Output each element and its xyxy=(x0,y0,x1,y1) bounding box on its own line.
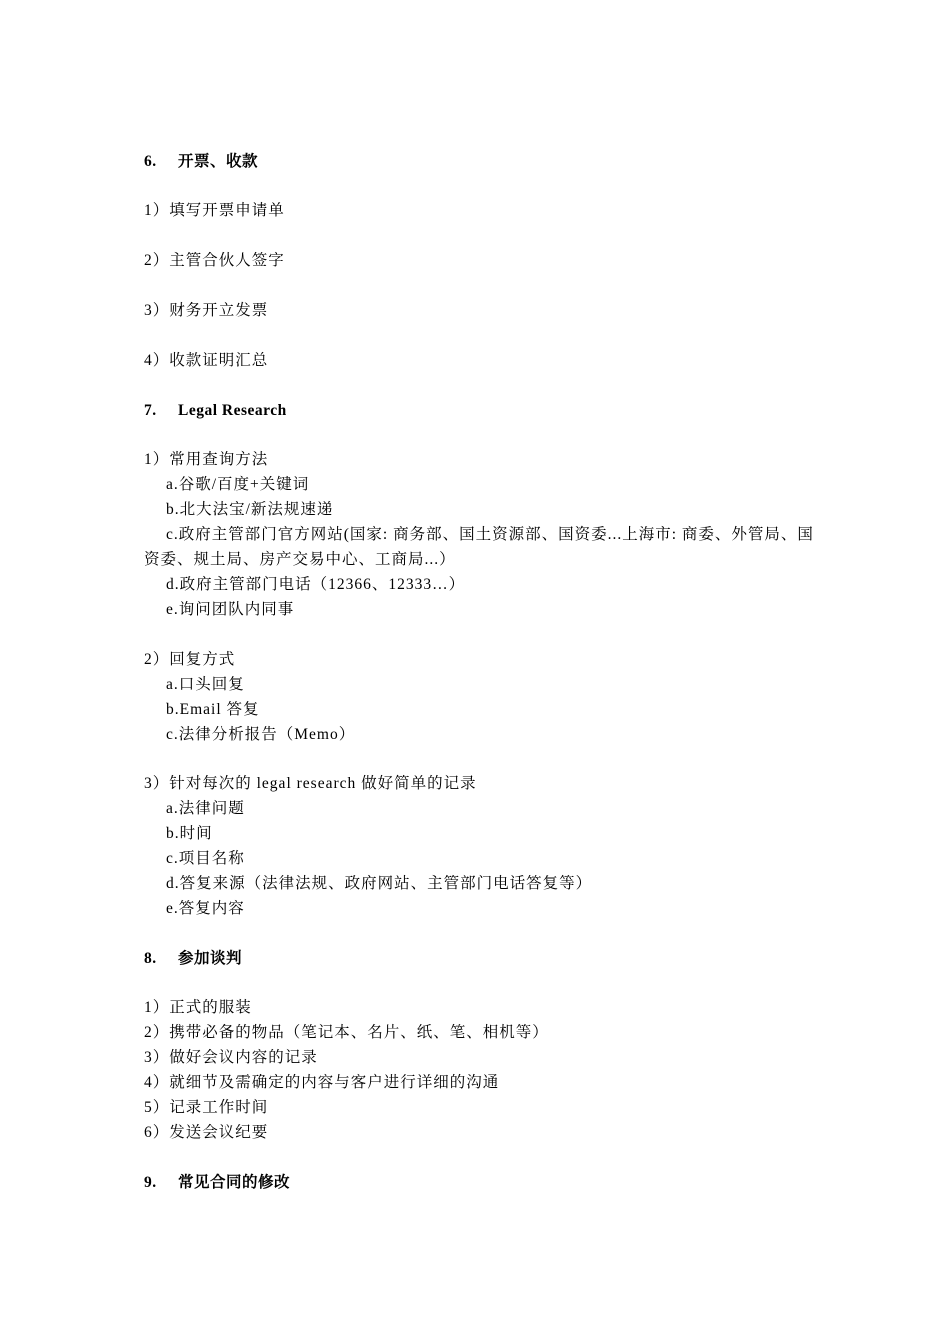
list-item: a.谷歌/百度+关键词 xyxy=(166,476,310,493)
list-item: b.Email 答复 xyxy=(166,701,260,718)
list-item: 2）携带必备的物品（笔记本、名片、纸、笔、相机等） xyxy=(144,1024,549,1041)
list-item: e.答复内容 xyxy=(166,900,245,917)
section-title: 常见合同的修改 xyxy=(178,1174,291,1191)
list-item: d.政府主管部门电话（12366、12333…） xyxy=(166,576,466,593)
list-item: c.法律分析报告（Memo） xyxy=(166,726,356,743)
section-number: 8. xyxy=(144,950,157,967)
list-item: 3）做好会议内容的记录 xyxy=(144,1049,318,1066)
list-item: e.询问团队内同事 xyxy=(166,601,295,618)
list-item: 4）就细节及需确定的内容与客户进行详细的沟通 xyxy=(144,1074,500,1091)
section-number: 9. xyxy=(144,1174,157,1191)
list-item: 3）财务开立发票 xyxy=(144,302,269,319)
group-heading: 1）常用查询方法 xyxy=(144,451,269,468)
list-item: c.项目名称 xyxy=(166,850,245,867)
group-heading: 2）回复方式 xyxy=(144,651,236,668)
section-8-heading xyxy=(144,949,242,969)
list-item: 2）主管合伙人签字 xyxy=(144,252,285,269)
section-number: 6. xyxy=(144,153,157,170)
section-7-heading xyxy=(144,401,287,421)
group-heading: 3）针对每次的 legal research 做好简单的记录 xyxy=(144,775,477,792)
list-item: 4）收款证明汇总 xyxy=(144,352,269,369)
section-9-heading xyxy=(144,1173,290,1193)
section-title: 参加谈判 xyxy=(178,950,243,967)
list-item: 5）记录工作时间 xyxy=(144,1099,269,1116)
list-item-continuation: 资委、规土局、房产交易中心、工商局...） xyxy=(144,551,456,568)
list-item: 1）正式的服装 xyxy=(144,999,252,1016)
list-item: 1）填写开票申请单 xyxy=(144,202,285,219)
list-item: b.北大法宝/新法规速递 xyxy=(166,501,334,518)
list-item: b.时间 xyxy=(166,825,213,842)
section-title: Legal Research xyxy=(178,402,287,419)
list-item: a.法律问题 xyxy=(166,800,245,817)
section-6-heading xyxy=(144,152,258,172)
list-item: a.口头回复 xyxy=(166,676,245,693)
section-number: 7. xyxy=(144,402,157,419)
list-item: c.政府主管部门官方网站(国家: 商务部、国土资源部、国资委...上海市: 商委、外管局、国 xyxy=(166,526,814,543)
list-item: d.答复来源（法律法规、政府网站、主管部门电话答复等） xyxy=(166,875,593,892)
section-title: 开票、收款 xyxy=(178,153,259,170)
list-item: 6）发送会议纪要 xyxy=(144,1124,269,1141)
